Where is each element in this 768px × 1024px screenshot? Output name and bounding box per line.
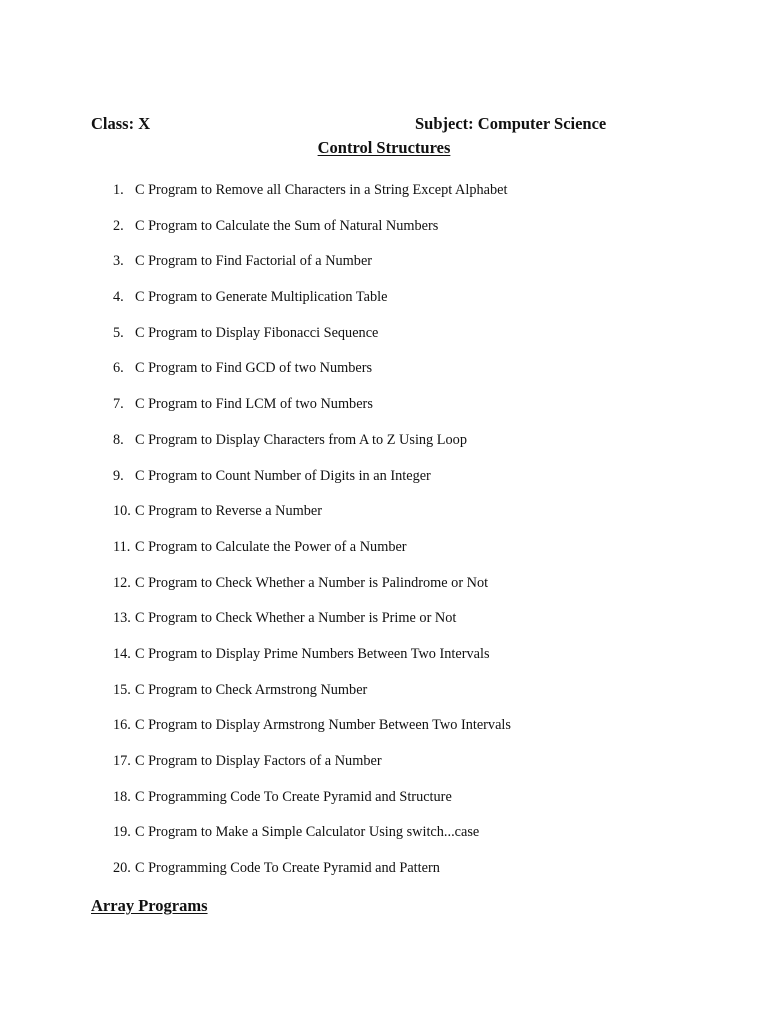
list-item-text: C Program to Remove all Characters in a String Except Alphabet — [135, 182, 508, 198]
list-item — [113, 394, 511, 430]
list-item-text: C Program to Make a Simple Calculator Using switch...case — [135, 824, 480, 841]
section-title-wrapper — [0, 138, 768, 158]
list-item-text: C Program to Display Characters from A to Z Using Loop — [135, 431, 467, 448]
list-item — [113, 822, 511, 858]
list-item — [113, 858, 511, 894]
list-item-number: 14. — [113, 645, 131, 662]
list-item-text: C Program to Find GCD of two Numbers — [135, 360, 373, 377]
list-item-text: C Program to Check Armstrong Number — [135, 681, 368, 698]
list-item — [113, 287, 511, 323]
document-header — [91, 114, 631, 136]
list-item — [113, 787, 511, 823]
program-list — [113, 180, 511, 894]
next-section-title: Array Programs — [91, 896, 208, 915]
list-item-number: 17. — [113, 753, 131, 769]
list-item-number: 5. — [113, 324, 124, 341]
list-item-text: C Program to Display Factors of a Number — [135, 753, 382, 769]
list-item — [113, 501, 511, 537]
list-item-text: C Program to Calculate the Sum of Natural Numbers — [135, 217, 439, 234]
section-title: Control Structures — [317, 138, 451, 157]
list-item-number: 6. — [113, 360, 124, 377]
list-item-text: C Program to Generate Multiplication Table — [135, 289, 388, 306]
list-item-text: C Program to Display Fibonacci Sequence — [135, 324, 379, 341]
list-item — [113, 715, 511, 751]
list-item-number: 10. — [113, 503, 131, 520]
list-item-number: 8. — [113, 431, 124, 448]
list-item-number: 18. — [113, 788, 131, 805]
list-item — [113, 537, 511, 573]
list-item-number: 3. — [113, 253, 124, 270]
subject-label: Subject: Computer Science — [415, 114, 607, 133]
list-item — [113, 466, 511, 502]
list-item — [113, 680, 511, 716]
class-label: Class: X — [91, 114, 151, 133]
list-item-number: 19. — [113, 824, 131, 841]
list-item-number: 20. — [113, 860, 131, 877]
list-item-number: 16. — [113, 717, 131, 734]
list-item-text: C Program to Display Armstrong Number Between Two Intervals — [135, 717, 511, 734]
list-item-number: 13. — [113, 610, 131, 627]
list-item-text: C Program to Check Whether a Number is Palindrome or Not — [135, 574, 489, 591]
list-item-number: 2. — [113, 217, 124, 234]
list-item — [113, 644, 511, 680]
list-item — [113, 608, 511, 644]
list-item-text: C Program to Check Whether a Number is Prime or Not — [135, 610, 457, 627]
list-item-number: 11. — [113, 538, 131, 555]
list-item-number: 4. — [113, 289, 124, 306]
list-item-text: C Program to Find Factorial of a Number — [135, 253, 373, 270]
list-item — [113, 358, 511, 394]
list-item — [113, 323, 511, 359]
list-item-number: 1. — [113, 182, 124, 198]
list-item — [113, 751, 511, 787]
list-item-number: 15. — [113, 681, 131, 698]
list-item-text: C Program to Count Number of Digits in an Integer — [135, 467, 431, 484]
list-item-text: C Programming Code To Create Pyramid and Pattern — [135, 860, 440, 877]
list-item-text: C Program to Reverse a Number — [135, 503, 323, 520]
list-item-number: 12. — [113, 574, 131, 591]
list-item-text: C Programming Code To Create Pyramid and Structure — [135, 788, 452, 805]
list-item-number: 7. — [113, 396, 124, 413]
list-item-text: C Program to Display Prime Numbers Between Two Intervals — [135, 645, 490, 662]
list-item — [113, 251, 511, 287]
list-item — [113, 180, 511, 216]
list-item — [113, 430, 511, 466]
list-item-text: C Program to Find LCM of two Numbers — [135, 396, 373, 413]
list-item-text: C Program to Calculate the Power of a Number — [135, 538, 407, 555]
list-item — [113, 573, 511, 609]
list-item — [113, 216, 511, 252]
list-item-number: 9. — [113, 467, 124, 484]
